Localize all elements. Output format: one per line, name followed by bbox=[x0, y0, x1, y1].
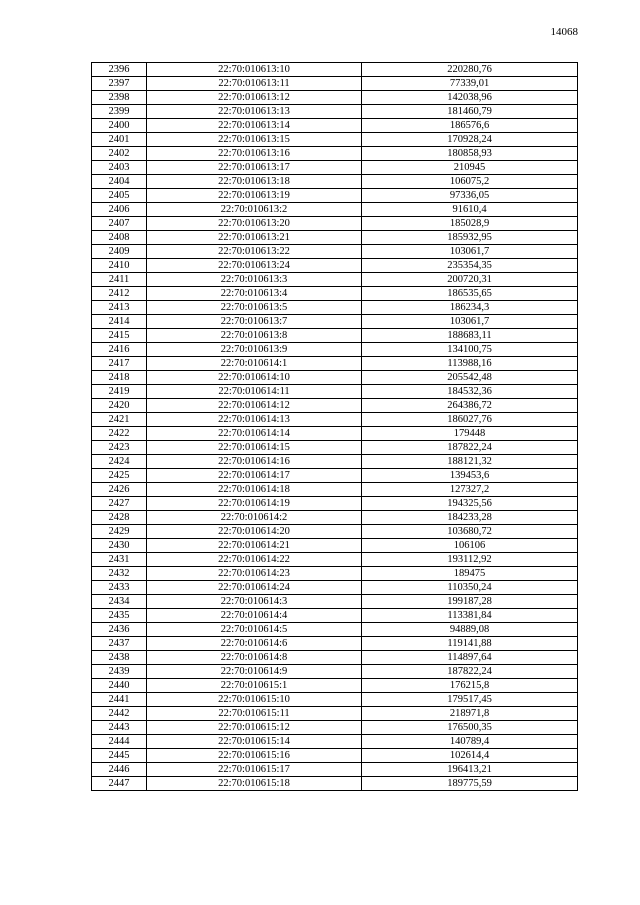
row-index-cell: 2446 bbox=[92, 763, 147, 777]
cadastral-number-cell: 22:70:010615:18 bbox=[147, 777, 362, 791]
table-row bbox=[92, 287, 578, 301]
cadastral-number-cell: 22:70:010613:16 bbox=[147, 147, 362, 161]
value-cell: 170928,24 bbox=[362, 133, 578, 147]
table-row bbox=[92, 427, 578, 441]
table-row bbox=[92, 133, 578, 147]
value-cell: 179448 bbox=[362, 427, 578, 441]
table-row bbox=[92, 553, 578, 567]
table-row bbox=[92, 497, 578, 511]
row-index-cell: 2432 bbox=[92, 567, 147, 581]
cadastral-number-cell: 22:70:010613:7 bbox=[147, 315, 362, 329]
table-row bbox=[92, 147, 578, 161]
cadastral-number-cell: 22:70:010613:18 bbox=[147, 175, 362, 189]
table-row bbox=[92, 273, 578, 287]
value-cell: 140789,4 bbox=[362, 735, 578, 749]
value-cell: 97336,05 bbox=[362, 189, 578, 203]
value-cell: 127327,2 bbox=[362, 483, 578, 497]
value-cell: 103680,72 bbox=[362, 525, 578, 539]
value-cell: 113381,84 bbox=[362, 609, 578, 623]
value-cell: 186234,3 bbox=[362, 301, 578, 315]
table-body bbox=[92, 63, 578, 791]
row-index-cell: 2420 bbox=[92, 399, 147, 413]
cadastral-number-cell: 22:70:010614:4 bbox=[147, 609, 362, 623]
cadastral-number-cell: 22:70:010613:9 bbox=[147, 343, 362, 357]
cadastral-number-cell: 22:70:010613:3 bbox=[147, 273, 362, 287]
table-row bbox=[92, 581, 578, 595]
value-cell: 186027,76 bbox=[362, 413, 578, 427]
value-cell: 188683,11 bbox=[362, 329, 578, 343]
row-index-cell: 2424 bbox=[92, 455, 147, 469]
value-cell: 220280,76 bbox=[362, 63, 578, 77]
value-cell: 188121,32 bbox=[362, 455, 578, 469]
row-index-cell: 2404 bbox=[92, 175, 147, 189]
table-row bbox=[92, 189, 578, 203]
cadastral-number-cell: 22:70:010613:17 bbox=[147, 161, 362, 175]
cadastral-number-cell: 22:70:010613:2 bbox=[147, 203, 362, 217]
table-row bbox=[92, 567, 578, 581]
table-row bbox=[92, 301, 578, 315]
cadastral-number-cell: 22:70:010614:11 bbox=[147, 385, 362, 399]
value-cell: 94889,08 bbox=[362, 623, 578, 637]
row-index-cell: 2406 bbox=[92, 203, 147, 217]
row-index-cell: 2445 bbox=[92, 749, 147, 763]
row-index-cell: 2399 bbox=[92, 105, 147, 119]
row-index-cell: 2401 bbox=[92, 133, 147, 147]
row-index-cell: 2431 bbox=[92, 553, 147, 567]
row-index-cell: 2426 bbox=[92, 483, 147, 497]
value-cell: 119141,88 bbox=[362, 637, 578, 651]
value-cell: 205542,48 bbox=[362, 371, 578, 385]
row-index-cell: 2434 bbox=[92, 595, 147, 609]
row-index-cell: 2423 bbox=[92, 441, 147, 455]
cadastral-number-cell: 22:70:010614:6 bbox=[147, 637, 362, 651]
table-row bbox=[92, 175, 578, 189]
table-row bbox=[92, 777, 578, 791]
table-row bbox=[92, 763, 578, 777]
value-cell: 196413,21 bbox=[362, 763, 578, 777]
row-index-cell: 2428 bbox=[92, 511, 147, 525]
table-row bbox=[92, 693, 578, 707]
cadastral-number-cell: 22:70:010614:22 bbox=[147, 553, 362, 567]
value-cell: 194325,56 bbox=[362, 497, 578, 511]
row-index-cell: 2398 bbox=[92, 91, 147, 105]
table-row bbox=[92, 357, 578, 371]
table-row bbox=[92, 77, 578, 91]
cadastral-number-cell: 22:70:010615:10 bbox=[147, 693, 362, 707]
table-row bbox=[92, 105, 578, 119]
value-cell: 199187,28 bbox=[362, 595, 578, 609]
row-index-cell: 2435 bbox=[92, 609, 147, 623]
cadastral-number-cell: 22:70:010615:16 bbox=[147, 749, 362, 763]
value-cell: 77339,01 bbox=[362, 77, 578, 91]
table-row bbox=[92, 399, 578, 413]
value-cell: 113988,16 bbox=[362, 357, 578, 371]
table-row bbox=[92, 371, 578, 385]
value-cell: 176500,35 bbox=[362, 721, 578, 735]
row-index-cell: 2425 bbox=[92, 469, 147, 483]
cadastral-number-cell: 22:70:010614:15 bbox=[147, 441, 362, 455]
row-index-cell: 2427 bbox=[92, 497, 147, 511]
cadastral-number-cell: 22:70:010613:5 bbox=[147, 301, 362, 315]
table-row bbox=[92, 511, 578, 525]
cadastral-number-cell: 22:70:010613:10 bbox=[147, 63, 362, 77]
table-row bbox=[92, 623, 578, 637]
cadastral-number-cell: 22:70:010613:24 bbox=[147, 259, 362, 273]
table-row bbox=[92, 63, 578, 77]
cadastral-number-cell: 22:70:010615:1 bbox=[147, 679, 362, 693]
cadastral-number-cell: 22:70:010613:4 bbox=[147, 287, 362, 301]
value-cell: 181460,79 bbox=[362, 105, 578, 119]
row-index-cell: 2397 bbox=[92, 77, 147, 91]
row-index-cell: 2400 bbox=[92, 119, 147, 133]
row-index-cell: 2405 bbox=[92, 189, 147, 203]
value-cell: 184233,28 bbox=[362, 511, 578, 525]
table-row bbox=[92, 609, 578, 623]
cadastral-number-cell: 22:70:010614:3 bbox=[147, 595, 362, 609]
table-row bbox=[92, 329, 578, 343]
cadastral-number-cell: 22:70:010614:19 bbox=[147, 497, 362, 511]
value-cell: 103061,7 bbox=[362, 245, 578, 259]
table-row bbox=[92, 119, 578, 133]
cadastral-number-cell: 22:70:010614:9 bbox=[147, 665, 362, 679]
row-index-cell: 2417 bbox=[92, 357, 147, 371]
table-row bbox=[92, 315, 578, 329]
value-cell: 91610,4 bbox=[362, 203, 578, 217]
table-row bbox=[92, 91, 578, 105]
row-index-cell: 2414 bbox=[92, 315, 147, 329]
row-index-cell: 2402 bbox=[92, 147, 147, 161]
cadastral-number-cell: 22:70:010614:16 bbox=[147, 455, 362, 469]
row-index-cell: 2438 bbox=[92, 651, 147, 665]
row-index-cell: 2439 bbox=[92, 665, 147, 679]
cadastral-number-cell: 22:70:010615:14 bbox=[147, 735, 362, 749]
value-cell: 185028,9 bbox=[362, 217, 578, 231]
cadastral-number-cell: 22:70:010614:17 bbox=[147, 469, 362, 483]
row-index-cell: 2410 bbox=[92, 259, 147, 273]
row-index-cell: 2437 bbox=[92, 637, 147, 651]
cadastral-number-cell: 22:70:010615:17 bbox=[147, 763, 362, 777]
table-row bbox=[92, 469, 578, 483]
row-index-cell: 2403 bbox=[92, 161, 147, 175]
table-row bbox=[92, 721, 578, 735]
cadastral-number-cell: 22:70:010614:21 bbox=[147, 539, 362, 553]
row-index-cell: 2408 bbox=[92, 231, 147, 245]
row-index-cell: 2422 bbox=[92, 427, 147, 441]
value-cell: 193112,92 bbox=[362, 553, 578, 567]
row-index-cell: 2429 bbox=[92, 525, 147, 539]
value-cell: 186576,6 bbox=[362, 119, 578, 133]
cadastral-number-cell: 22:70:010613:8 bbox=[147, 329, 362, 343]
value-cell: 185932,95 bbox=[362, 231, 578, 245]
row-index-cell: 2433 bbox=[92, 581, 147, 595]
value-cell: 200720,31 bbox=[362, 273, 578, 287]
table-row bbox=[92, 483, 578, 497]
cadastral-number-cell: 22:70:010614:13 bbox=[147, 413, 362, 427]
table-row bbox=[92, 637, 578, 651]
row-index-cell: 2407 bbox=[92, 217, 147, 231]
value-cell: 187822,24 bbox=[362, 441, 578, 455]
row-index-cell: 2413 bbox=[92, 301, 147, 315]
cadastral-number-cell: 22:70:010615:12 bbox=[147, 721, 362, 735]
table-row bbox=[92, 595, 578, 609]
cadastral-number-cell: 22:70:010615:11 bbox=[147, 707, 362, 721]
table-row bbox=[92, 707, 578, 721]
cadastral-number-cell: 22:70:010614:18 bbox=[147, 483, 362, 497]
cadastral-number-cell: 22:70:010613:19 bbox=[147, 189, 362, 203]
table-row bbox=[92, 259, 578, 273]
cadastral-number-cell: 22:70:010613:13 bbox=[147, 105, 362, 119]
cadastral-number-cell: 22:70:010614:24 bbox=[147, 581, 362, 595]
cadastral-number-cell: 22:70:010614:2 bbox=[147, 511, 362, 525]
table-row bbox=[92, 245, 578, 259]
table-row bbox=[92, 385, 578, 399]
row-index-cell: 2411 bbox=[92, 273, 147, 287]
value-cell: 176215,8 bbox=[362, 679, 578, 693]
row-index-cell: 2443 bbox=[92, 721, 147, 735]
table-row bbox=[92, 343, 578, 357]
value-cell: 102614,4 bbox=[362, 749, 578, 763]
cadastral-number-cell: 22:70:010613:12 bbox=[147, 91, 362, 105]
table-row bbox=[92, 455, 578, 469]
cadastral-number-cell: 22:70:010614:23 bbox=[147, 567, 362, 581]
cadastral-number-cell: 22:70:010613:15 bbox=[147, 133, 362, 147]
value-cell: 139453,6 bbox=[362, 469, 578, 483]
row-index-cell: 2430 bbox=[92, 539, 147, 553]
cadastral-number-cell: 22:70:010613:11 bbox=[147, 77, 362, 91]
row-index-cell: 2440 bbox=[92, 679, 147, 693]
cadastral-number-cell: 22:70:010614:14 bbox=[147, 427, 362, 441]
cadastral-number-cell: 22:70:010614:5 bbox=[147, 623, 362, 637]
table-row bbox=[92, 679, 578, 693]
value-cell: 210945 bbox=[362, 161, 578, 175]
value-cell: 235354,35 bbox=[362, 259, 578, 273]
value-cell: 106106 bbox=[362, 539, 578, 553]
value-cell: 189475 bbox=[362, 567, 578, 581]
table-row bbox=[92, 735, 578, 749]
value-cell: 264386,72 bbox=[362, 399, 578, 413]
row-index-cell: 2416 bbox=[92, 343, 147, 357]
cadastral-number-cell: 22:70:010614:10 bbox=[147, 371, 362, 385]
value-cell: 142038,96 bbox=[362, 91, 578, 105]
value-cell: 134100,75 bbox=[362, 343, 578, 357]
row-index-cell: 2447 bbox=[92, 777, 147, 791]
row-index-cell: 2442 bbox=[92, 707, 147, 721]
cadastral-number-cell: 22:70:010614:12 bbox=[147, 399, 362, 413]
cadastral-number-cell: 22:70:010614:8 bbox=[147, 651, 362, 665]
value-cell: 106075,2 bbox=[362, 175, 578, 189]
row-index-cell: 2441 bbox=[92, 693, 147, 707]
row-index-cell: 2409 bbox=[92, 245, 147, 259]
table-row bbox=[92, 665, 578, 679]
page-number: 14068 bbox=[550, 26, 578, 38]
row-index-cell: 2415 bbox=[92, 329, 147, 343]
cadastral-number-cell: 22:70:010613:22 bbox=[147, 245, 362, 259]
table-row bbox=[92, 161, 578, 175]
row-index-cell: 2412 bbox=[92, 287, 147, 301]
cadastral-number-cell: 22:70:010613:21 bbox=[147, 231, 362, 245]
table-row bbox=[92, 539, 578, 553]
table-row bbox=[92, 231, 578, 245]
table-row bbox=[92, 413, 578, 427]
value-cell: 184532,36 bbox=[362, 385, 578, 399]
value-cell: 186535,65 bbox=[362, 287, 578, 301]
table-row bbox=[92, 651, 578, 665]
value-cell: 187822,24 bbox=[362, 665, 578, 679]
value-cell: 110350,24 bbox=[362, 581, 578, 595]
table-row bbox=[92, 203, 578, 217]
table-row bbox=[92, 525, 578, 539]
value-cell: 218971,8 bbox=[362, 707, 578, 721]
cadastral-number-cell: 22:70:010614:1 bbox=[147, 357, 362, 371]
row-index-cell: 2421 bbox=[92, 413, 147, 427]
table-row bbox=[92, 217, 578, 231]
row-index-cell: 2396 bbox=[92, 63, 147, 77]
row-index-cell: 2419 bbox=[92, 385, 147, 399]
row-index-cell: 2444 bbox=[92, 735, 147, 749]
cadastral-number-cell: 22:70:010613:14 bbox=[147, 119, 362, 133]
value-cell: 114897,64 bbox=[362, 651, 578, 665]
row-index-cell: 2436 bbox=[92, 623, 147, 637]
cadastral-number-cell: 22:70:010614:20 bbox=[147, 525, 362, 539]
table-row bbox=[92, 441, 578, 455]
row-index-cell: 2418 bbox=[92, 371, 147, 385]
value-cell: 189775,59 bbox=[362, 777, 578, 791]
data-table bbox=[91, 62, 578, 791]
value-cell: 180858,93 bbox=[362, 147, 578, 161]
cadastral-number-cell: 22:70:010613:20 bbox=[147, 217, 362, 231]
table-row bbox=[92, 749, 578, 763]
value-cell: 179517,45 bbox=[362, 693, 578, 707]
value-cell: 103061,7 bbox=[362, 315, 578, 329]
